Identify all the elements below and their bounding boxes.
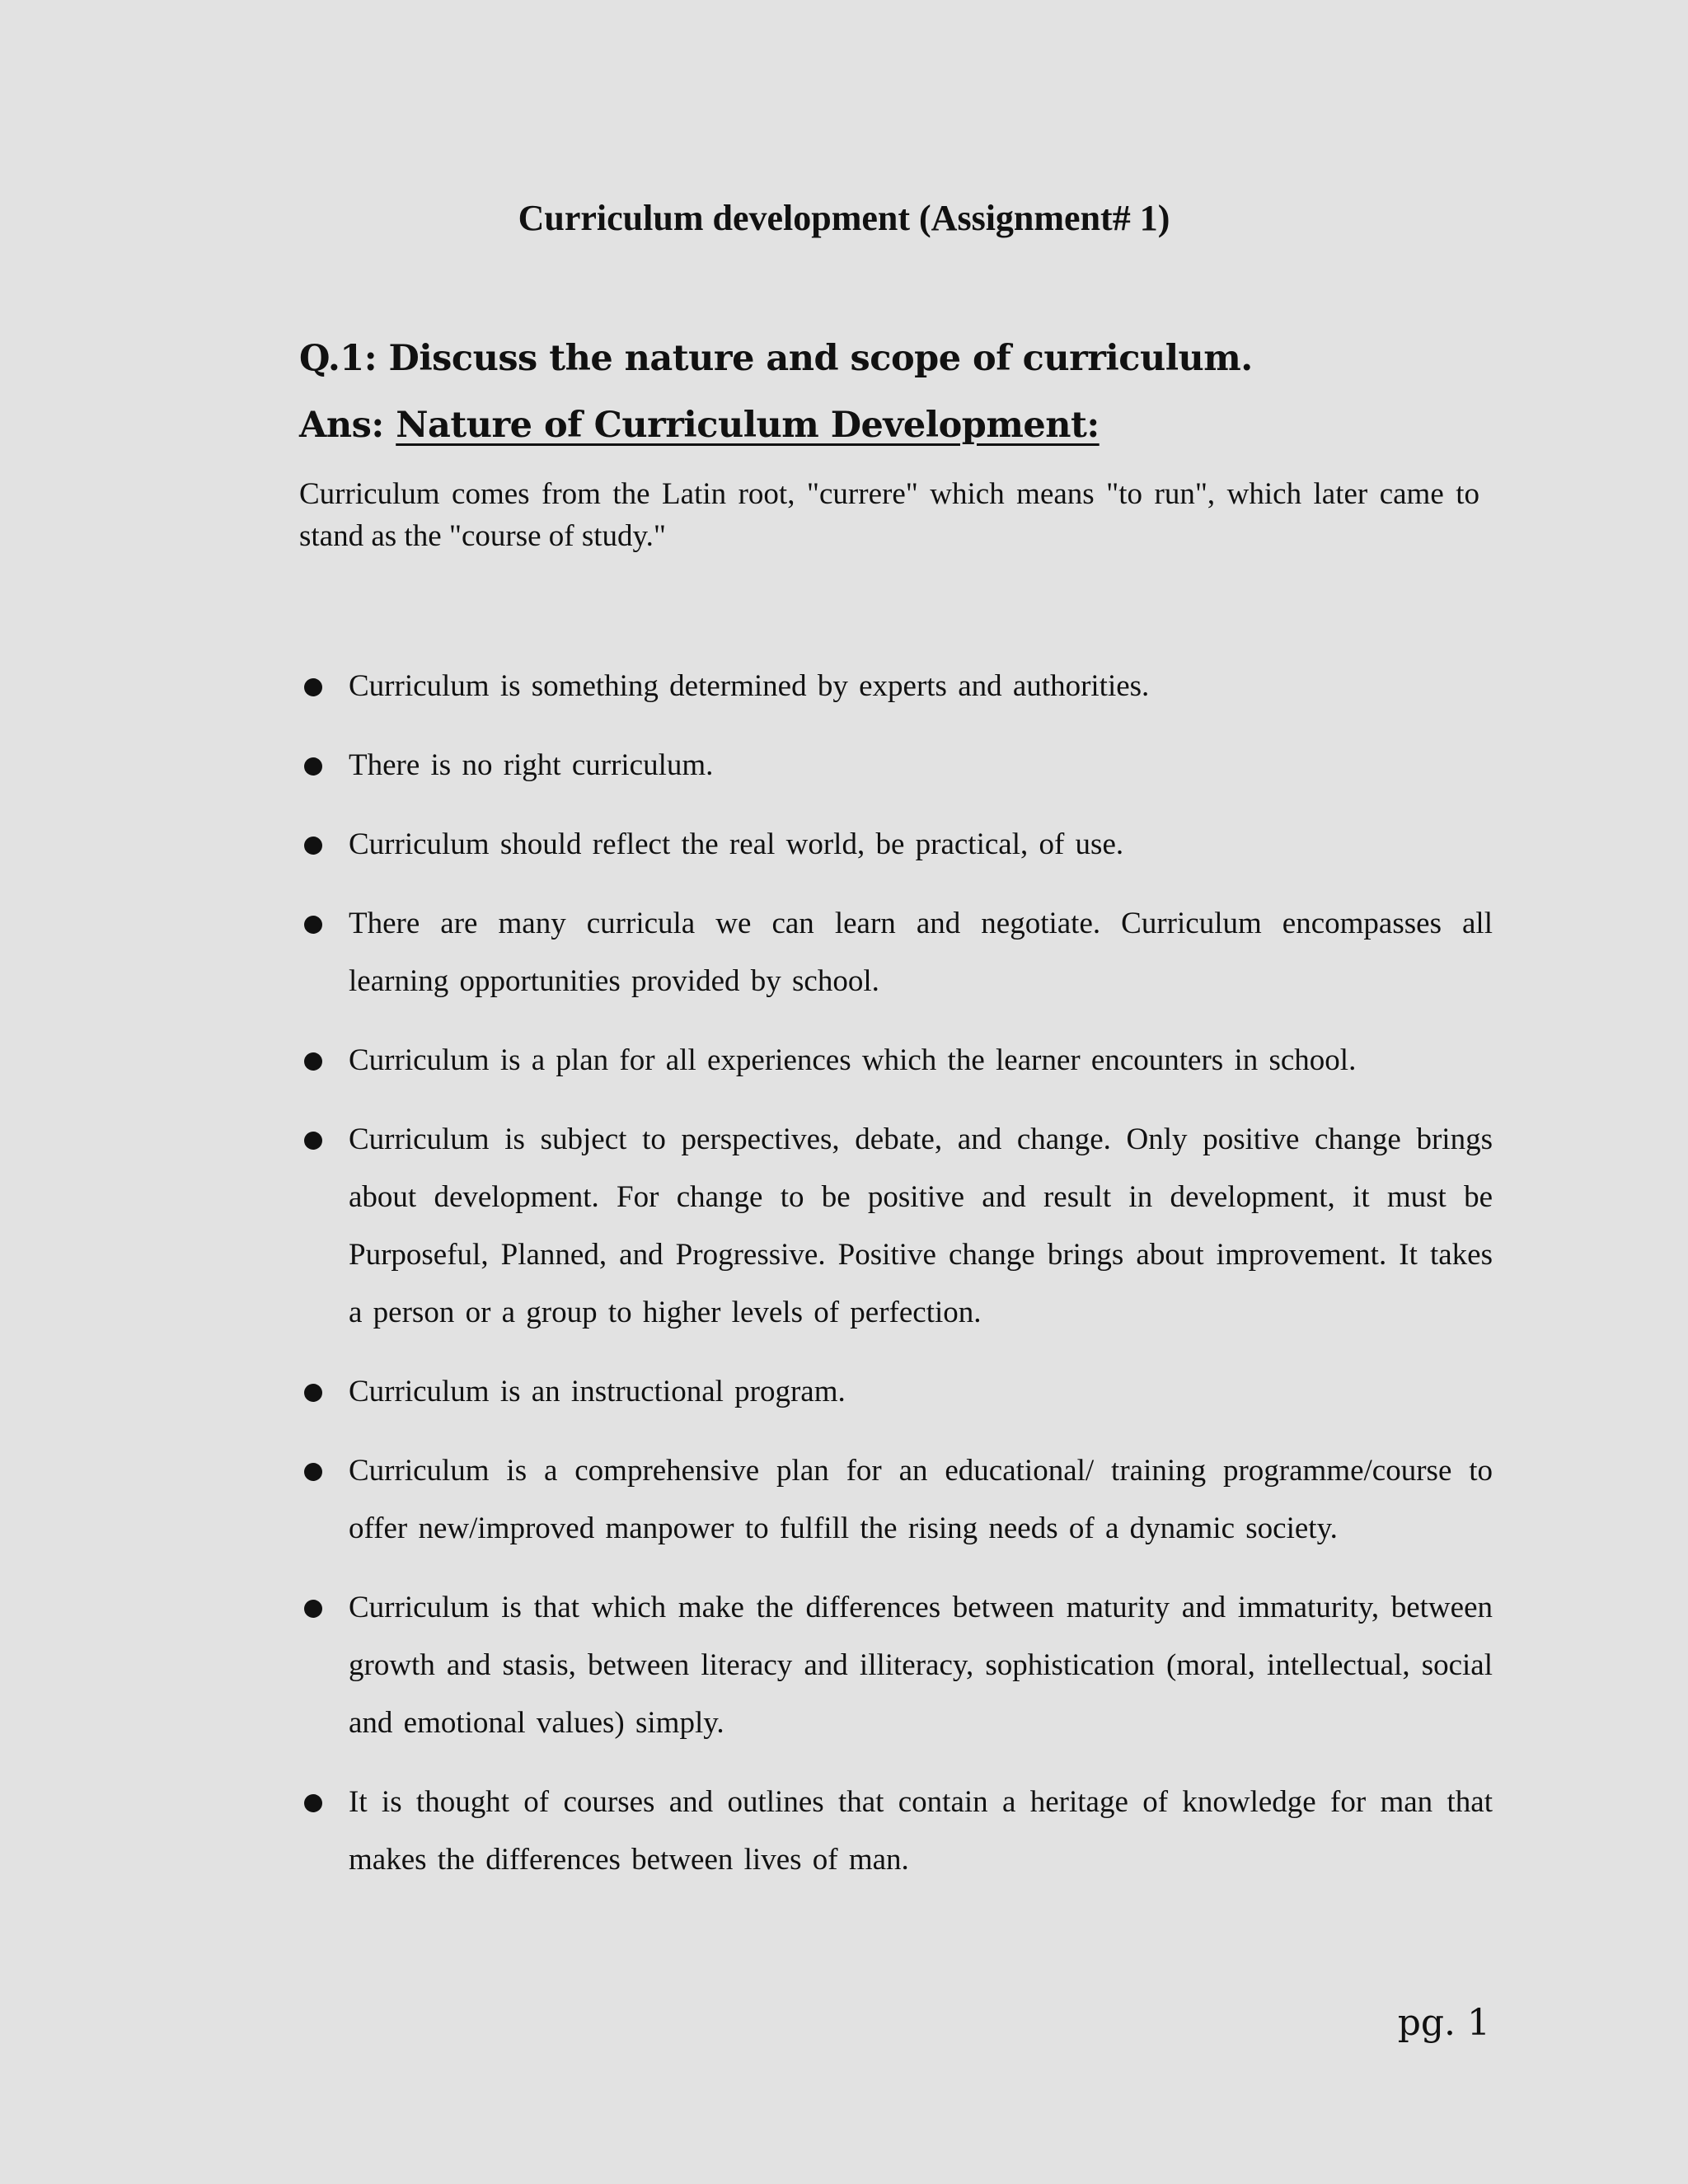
list-item <box>299 658 1493 715</box>
list-item-text: Curriculum is a comprehensive plan for an educational/ training programme/course to offer new/improved manpower to fulfill the rising needs of a dynamic society. <box>349 1454 1493 1545</box>
list-item <box>299 1032 1493 1090</box>
list-item <box>299 1111 1493 1342</box>
list-item-text: Curriculum is that which make the differences between maturity and immaturity, between growth and stasis, between literacy and illiteracy, sophistication (moral, intellectual, social and emotional values) simply. <box>349 1591 1493 1740</box>
bullet-icon <box>304 916 322 934</box>
list-item <box>299 1363 1493 1421</box>
bullet-icon <box>304 757 322 776</box>
list-item-text: There are many curricula we can learn and negotiate. Curriculum encompasses all learning opportunities provided by school. <box>349 907 1493 998</box>
list-item <box>299 816 1493 874</box>
list-item-text: Curriculum is something determined by experts and authorities. <box>349 669 1150 703</box>
list-item <box>299 737 1493 794</box>
list-item <box>299 895 1493 1010</box>
list-item-text: Curriculum is an instructional program. <box>349 1375 846 1408</box>
list-item-text: Curriculum should reflect the real world, be practical, of use. <box>349 827 1124 861</box>
bullet-icon <box>304 837 322 855</box>
answer-section-heading: Nature of Curriculum Development: <box>396 405 1100 446</box>
list-item <box>299 1774 1493 1889</box>
bullet-icon <box>304 678 322 696</box>
bullet-icon <box>304 1384 322 1402</box>
bullet-icon <box>304 1794 322 1812</box>
page-number: pg. 1 <box>1397 2002 1490 2044</box>
bullet-icon <box>304 1132 322 1150</box>
list-item <box>299 1579 1493 1752</box>
bullet-icon <box>304 1463 322 1481</box>
bullet-icon <box>304 1600 322 1618</box>
document-title: Curriculum development (Assignment# 1) <box>518 198 1170 238</box>
intro-paragraph: Curriculum comes from the Latin root, "currere" which means "to run", which later came to stand as the "course of study." <box>299 477 1479 553</box>
question-heading: Q.1: Discuss the nature and scope of curriculum. <box>299 338 1253 379</box>
list-item <box>299 1442 1493 1558</box>
bullet-icon <box>304 1052 322 1071</box>
list-item-text: It is thought of courses and outlines that contain a heritage of knowledge for man that makes the differences between lives of man. <box>349 1785 1493 1877</box>
bullet-list <box>299 658 1493 1910</box>
answer-prefix: Ans: <box>299 405 384 446</box>
answer-heading-line <box>299 396 1100 454</box>
list-item-text: Curriculum is subject to perspectives, debate, and change. Only positive change brings about development. For change to be positive and result in development, it must be Purposeful, Planned, and Progressive. Positive change brings about improvement. It takes a person or a group to higher levels of perfection. <box>349 1122 1493 1329</box>
list-item-text: There is no right curriculum. <box>349 748 714 782</box>
list-item-text: Curriculum is a plan for all experiences which the learner encounters in school. <box>349 1043 1357 1077</box>
